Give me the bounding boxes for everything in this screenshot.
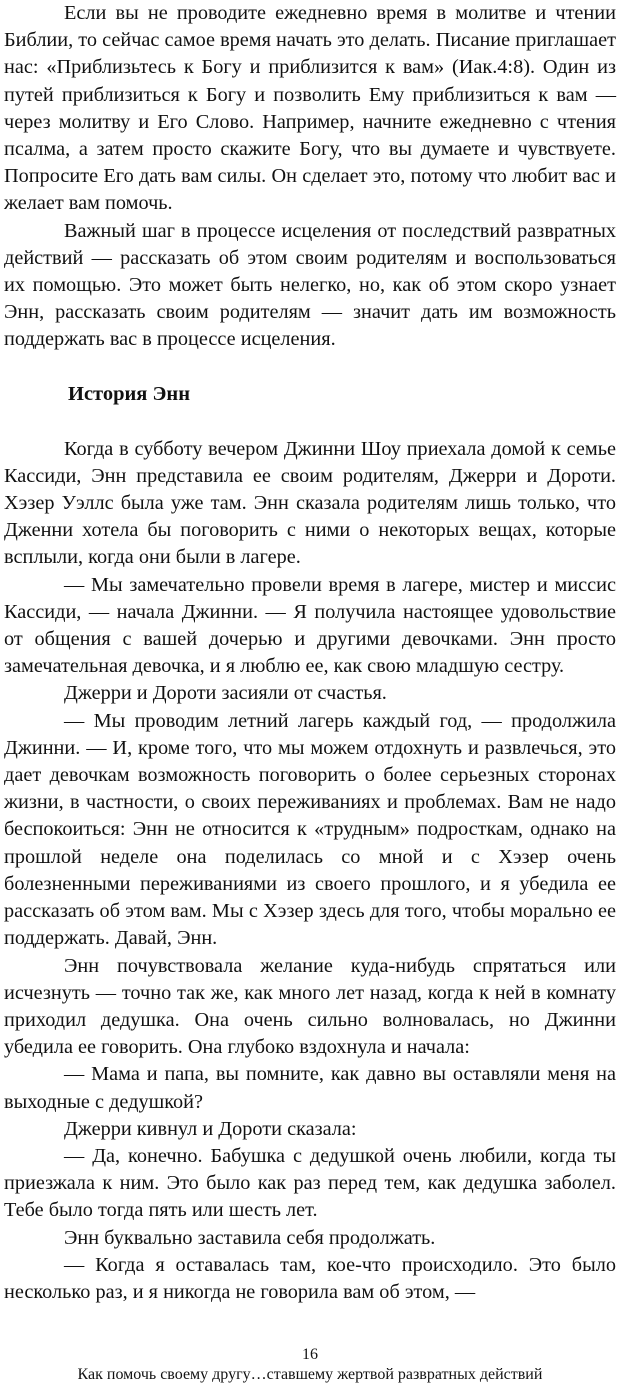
- paragraph-narration: Джерри кивнул и Дороти сказала:: [64, 1117, 357, 1140]
- paragraph-dialogue: — Мы проводим летний лагерь каждый год, — продолжила Джинни. — И, кроме того, что мы можем отдохнуть и развлечься, это дает девочкам возможность поговорить о более серьезных сторонах жизни, в частности, о своих переживаниях и проблемах. Вам не надо беспокоиться: Энн не относится к «трудным» подросткам, однако на прошлой неделе она поделилась со мной и с Хэзер очень болезненными переживаниями из своего прошлого, и я убедила ее рассказать об этом вам. Мы с Хэзер здесь для того, чтобы морально ее поддержать. Давай, Энн.: [4, 709, 616, 950]
- paragraph-dialogue: — Мама и папа, вы помните, как давно вы оставляли меня на выходные с дедушкой?: [4, 1063, 616, 1113]
- paragraph-story-intro: Когда в субботу вечером Джинни Шоу приехала домой к семье Кассиди, Энн представила ее своим родителям, Джерри и Дороти. Хэзер Уэллс была уже там. Энн сказала родителям лишь только, что Дженни хотела бы поговорить с ними о некоторых вещах, которые всплыли, когда они были в лагере.: [4, 437, 616, 569]
- paragraph-tell-parents: Важный шаг в процессе исцеления от последствий развратных действий — рассказать об этом своим родителям и воспользоваться их помощью. Это может быть нелегко, но, как об этом скоро узнает Энн, рассказать своим родителям — значит дать им возможность поддержать вас в процессе исцеления.: [4, 219, 616, 351]
- body-text: [4, 0, 616, 1306]
- paragraph-dialogue: — Да, конечно. Бабушка с дедушкой очень любили, когда ты приезжала к ним. Это было как раз перед тем, как дедушка заболел. Тебе было тогда пять или шесть лет.: [4, 1144, 616, 1222]
- paragraph-prayer: Если вы не проводите ежедневно время в молитве и чтении Библии, то сейчас самое время начать это делать. Писание приглашает нас: «Приблизьтесь к Богу и приблизится к вам» (Иак.4:8). Один из путей приблизиться к Богу и позволить Ему приблизиться к вам — через молитву и Его Слово. Например, начните ежедневно с чтения псалма, а затем просто скажите Богу, что вы думаете и чувствуете. Попросите Его дать вам силы. Он сделает это, потому что любит вас и желает вам помочь.: [4, 2, 616, 215]
- paragraph-dialogue: — Когда я оставалась там, кое-что происходило. Это было несколько раз, и я никогда не говорила вам об этом, —: [4, 1253, 616, 1303]
- page-number: 16: [302, 1346, 318, 1363]
- running-footer-title: Как помочь своему другу…ставшему жертвой развратных действий: [77, 1366, 543, 1383]
- section-heading: История Энн: [68, 382, 191, 405]
- paragraph-dialogue: Джерри и Дороти засияли от счастья.: [64, 682, 387, 705]
- paragraph-dialogue: — Мы замечательно провели время в лагере, мистер и миссис Кассиди, — начала Джинни. — Я получила настоящее удовольствие от общения с вашей дочерью и другими девочками. Энн просто замечательная девочка, и я люблю ее, как свою младшую сестру.: [4, 573, 616, 678]
- paragraph-narration: Энн почувствовала желание куда-нибудь спрятаться или исчезнуть — точно так же, как много лет назад, когда к ней в комнату приходил дедушка. Она очень сильно волновалась, но Джинни убедила ее говорить. Она глубоко вздохнула и начала:: [4, 954, 616, 1059]
- paragraph-narration: Энн буквально заставила себя продолжать.: [64, 1226, 436, 1249]
